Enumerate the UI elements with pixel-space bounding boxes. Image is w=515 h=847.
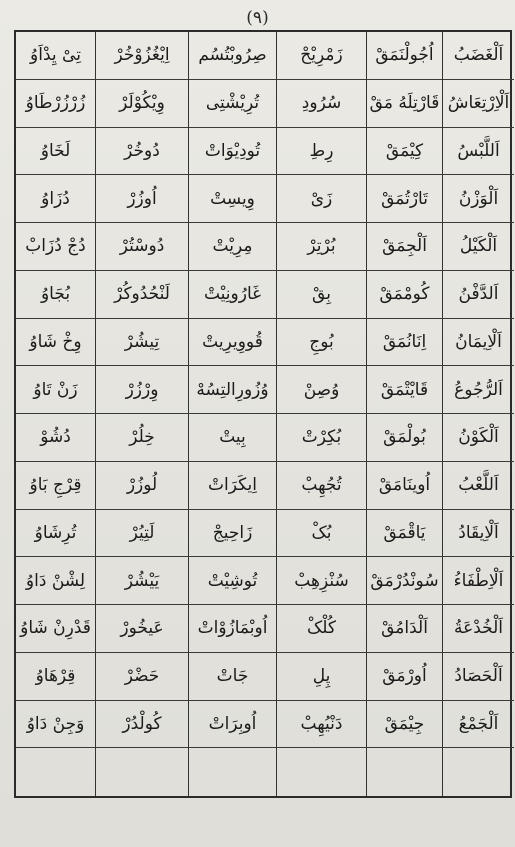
table-cell: جِیْمَقْ <box>367 701 443 749</box>
table-cell: وِخْ شَاوُ <box>16 319 96 367</box>
table-cell-term: اَلْاِطْفَاءُ <box>443 557 514 605</box>
table-cell: لَخَاوُ <box>16 128 96 176</box>
table-cell: دُشُوْ <box>16 414 96 462</box>
table-cell-term: اَلرُّجُوعُ <box>443 366 514 414</box>
table-cell <box>96 748 189 796</box>
table-cell: تُرِشَاوُ <box>16 510 96 558</box>
table-cell: مِرِیْتْ <box>189 223 277 271</box>
table-cell: قِرْهَاوُ <box>16 653 96 701</box>
table-cell-term: اَلْاِیقَادُ <box>443 510 514 558</box>
table-cell: خِلُرْ <box>96 414 189 462</box>
table-cell: یَاقْمَقْ <box>367 510 443 558</box>
table-cell: دُجْ دُزَابْ <box>16 223 96 271</box>
table-cell: لِشْنْ دَاوُ <box>16 557 96 605</box>
table-cell: پِلِ <box>277 653 367 701</box>
vocabulary-table <box>14 30 512 798</box>
table-cell: عَیخُورْ <box>96 605 189 653</box>
table-cell: اِیْغُزُوْخُرْ <box>96 32 189 80</box>
table-cell: وِرْزُرْ <box>96 366 189 414</box>
table-cell: اِنَانُمَقْ <box>367 319 443 367</box>
table-cell: اُورْمَقْ <box>367 653 443 701</box>
table-cell-term: اَلْوَزْنُ <box>443 175 514 223</box>
table-cell: یَیْشُرْ <box>96 557 189 605</box>
table-cell: صِرُوبْتُسُم <box>189 32 277 80</box>
table-cell: تَارْتُمَقْ <box>367 175 443 223</box>
table-cell: رِطِ <box>277 128 367 176</box>
table-cell: دُزَاوُ <box>16 175 96 223</box>
table-cell: بِیتْ <box>189 414 277 462</box>
table-cell: حَضْرْ <box>96 653 189 701</box>
table-cell: غَارُونِیْتْ <box>189 271 277 319</box>
table-cell: دَنْیُهِبْ <box>277 701 367 749</box>
table-cell: زُرْزُرْطَاوُ <box>16 80 96 128</box>
table-cell: کُلْکْ <box>277 605 367 653</box>
table-cell: اُوبِرَاتْ <box>189 701 277 749</box>
table-cell: سُونْدُرْمَقْ <box>367 557 443 605</box>
table-cell-term: اَلْاِرْتِعَاشُ <box>443 80 514 128</box>
table-cell-term: اَلْغَضَبُ <box>443 32 514 80</box>
table-cell: تِیشُرْ <box>96 319 189 367</box>
table-cell: وَجِنْ دَاوُ <box>16 701 96 749</box>
table-cell: کُولْدُرْ <box>96 701 189 749</box>
table-cell-term: اَللَّعْبُ <box>443 462 514 510</box>
table-cell: زَیْ <box>277 175 367 223</box>
table-cell: تُجُهِبْ <box>277 462 367 510</box>
table-cell <box>367 748 443 796</box>
table-cell: قُووِیرِیتْ <box>189 319 277 367</box>
table-cell <box>189 748 277 796</box>
table-cell-term: اَلْاِیمَانُ <box>443 319 514 367</box>
table-cell: بِقْ <box>277 271 367 319</box>
table-cell-term: اَلْکَوْنُ <box>443 414 514 462</box>
table-cell: قَارْتِلَهُ مَقْ <box>367 80 443 128</box>
table-cell-term: اَلْحَصَادُ <box>443 653 514 701</box>
table-cell: اِیکَرَاتْ <box>189 462 277 510</box>
table-cell: لُوزُرْ <box>96 462 189 510</box>
table-cell: دُوخُرْ <box>96 128 189 176</box>
table-cell-term: اَلدَّفْنُ <box>443 271 514 319</box>
table-cell: سُنْزِهِبْ <box>277 557 367 605</box>
table-cell: بُکْ <box>277 510 367 558</box>
table-cell: زَمْرِیْحْ <box>277 32 367 80</box>
page-number: (٩) <box>246 8 269 28</box>
table-cell: زَنْ تَاوُ <box>16 366 96 414</box>
table-cell: قِرْجِ بَاوُ <box>16 462 96 510</box>
table-cell: وِیسِتْ <box>189 175 277 223</box>
table-cell: بُوجِ <box>277 319 367 367</box>
table-cell-term: اَلْکَیْلُ <box>443 223 514 271</box>
table-cell-term: اَلْجَمْعُ <box>443 701 514 749</box>
table-cell: تِیْ یِدْاَوُ <box>16 32 96 80</box>
table-cell-term <box>443 748 514 796</box>
table-cell: سُرُودِ <box>277 80 367 128</box>
table-cell: قَدْرِنْ شَاوُ <box>16 605 96 653</box>
table-cell-term: اَللَّبْسُ <box>443 128 514 176</box>
table-cell: بُولْمَقْ <box>367 414 443 462</box>
table-cell: اُوبْمَازُوْاتْ <box>189 605 277 653</box>
table-cell: اُوزُرْ <box>96 175 189 223</box>
table-cell: وُصِنْ <box>277 366 367 414</box>
table-cell: جَاتْ <box>189 653 277 701</box>
table-cell-term: اَلْخُدْعَةُ <box>443 605 514 653</box>
table-cell: اُوینَامَقْ <box>367 462 443 510</box>
table-cell: بُجَاوُ <box>16 271 96 319</box>
table-cell: تُودِیْوَاتْ <box>189 128 277 176</box>
table-cell: زَاحِیجْ <box>189 510 277 558</box>
table-cell: کُومْمَقْ <box>367 271 443 319</box>
table-cell <box>16 748 96 796</box>
table-cell: اَلْدَامُقْ <box>367 605 443 653</box>
table-cell: لَتِیُرْ <box>96 510 189 558</box>
table-cell: اُجُولْنَمَقْ <box>367 32 443 80</box>
table-cell: وُزُورِالتِسُهْ <box>189 366 277 414</box>
table-cell: بُرْتِرْ <box>277 223 367 271</box>
table-cell: اَلْجِمَقْ <box>367 223 443 271</box>
table-cell: تُرِیْشْتِی <box>189 80 277 128</box>
table-cell: دُوسْتُرْ <box>96 223 189 271</box>
table-cell: لَنْحُدُوکُرْ <box>96 271 189 319</box>
table-cell <box>277 748 367 796</box>
table-cell: قَایْتْمَقْ <box>367 366 443 414</box>
table-cell: کِیْمَقْ <box>367 128 443 176</box>
table-cell: وِیْکُوْلَرْ <box>96 80 189 128</box>
table-cell: تُوشِیْتْ <box>189 557 277 605</box>
table-cell: بُکِرْتْ <box>277 414 367 462</box>
